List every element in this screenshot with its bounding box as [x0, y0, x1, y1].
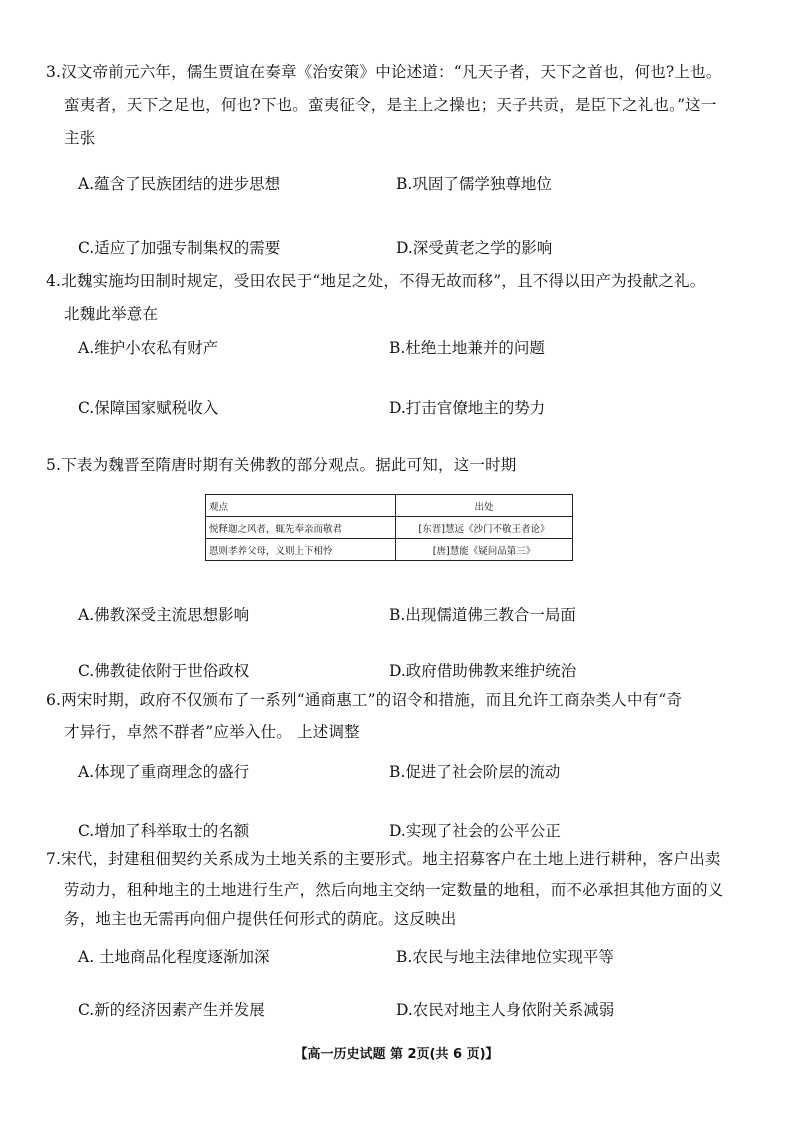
table-header-row [206, 495, 573, 517]
q7-stem-line-3: 务，地主也无需再向佃户提供任何形式的荫庇。这反映出 [64, 910, 457, 928]
q6-option-d: D.实现了社会的公平公正 [389, 822, 561, 840]
table-row [206, 539, 573, 561]
q7-option-a: A. 土地商品化程度逐渐加深 [78, 948, 270, 966]
q7-option-b: B.农民与地主法律地位实现平等 [396, 948, 614, 966]
q4-option-a: A.维护小农私有财产 [78, 339, 219, 357]
table-cell-source: [唐]慧能《疑问品第三》 [396, 539, 573, 561]
q3-stem-line-3: 主张 [64, 129, 96, 147]
table-cell-source: [东晋]慧远《沙门不敬王者论》 [396, 517, 573, 539]
q3-stem-line-2: 蛮夷者，天下之足也，何也?下也。蛮夷征令，是主上之操也；天子共贡，是臣下之礼也。”这一 [64, 96, 717, 114]
q4-option-d: D.打击官僚地主的势力 [389, 399, 546, 417]
table-cell-viewpoint: 悦释迦之风者，辄先奉亲而敬君 [206, 517, 396, 539]
q3-stem-line-1: 3.汉文帝前元六年，儒生贾谊在奏章《治安策》中论述道：“凡天子者，天下之首也，何也?上也。 [46, 63, 722, 81]
q4-option-c: C.保障国家赋税收入 [78, 399, 219, 417]
q4-stem-line-2: 北魏此举意在 [64, 305, 159, 323]
q4-option-b: B.杜绝土地兼并的问题 [389, 339, 545, 357]
table-cell-viewpoint: 恩则孝养父母，义则上下相怜 [206, 539, 396, 561]
q3-option-a: A.蕴含了民族团结的进步思想 [78, 175, 281, 193]
table-row [206, 517, 573, 539]
table-header-source: 出处 [396, 495, 573, 517]
page-footer: 【高一历史试题 第 2页(共 6 页)】 [294, 1047, 499, 1062]
q7-option-c: C.新的经济因素产生并发展 [78, 1001, 265, 1019]
table-header-viewpoint: 观点 [206, 495, 396, 517]
q5-source-table [205, 494, 573, 561]
q5-option-d: D.政府借助佛教来维护统治 [389, 662, 577, 680]
q5-option-c: C.佛教徒依附于世俗政权 [78, 662, 250, 680]
q7-stem-line-1: 7.宋代，封建租佃契约关系成为土地关系的主要形式。地主招募客户在土地上进行耕种，客户出卖 [46, 850, 721, 868]
q6-option-c: C.增加了科举取士的名额 [78, 822, 250, 840]
q5-option-a: A.佛教深受主流思想影响 [78, 606, 250, 624]
q3-option-c: C.适应了加强专制集权的需要 [78, 239, 281, 257]
q5-stem-line-1: 5.下表为魏晋至隋唐时期有关佛教的部分观点。据此可知，这一时期 [46, 456, 517, 474]
q4-stem-line-1: 4.北魏实施均田制时规定，受田农民于“地足之处，不得无故而移”，且不得以田产为投献之礼。 [46, 272, 706, 290]
q7-option-d: D.农民对地主人身依附关系减弱 [396, 1001, 615, 1019]
q3-option-b: B.巩固了儒学独尊地位 [396, 175, 552, 193]
q3-option-d: D.深受黄老之学的影响 [396, 239, 553, 257]
q5-option-b: B.出现儒道佛三教合一局面 [389, 606, 576, 624]
q7-stem-line-2: 劳动力，租种地主的土地进行生产，然后向地主交纳一定数量的地租，而不必承担其他方面的义 [64, 881, 724, 899]
q6-stem-line-1: 6.两宋时期，政府不仅颁布了一系列“通商惠工”的诏令和措施，而且允许工商杂类人中有“奇 [46, 691, 683, 709]
q6-option-b: B.促进了社会阶层的流动 [389, 763, 561, 781]
q6-option-a: A.体现了重商理念的盛行 [78, 763, 250, 781]
q6-stem-line-2: 才异行，卓然不群者”应举入仕。 上述调整 [64, 723, 360, 741]
